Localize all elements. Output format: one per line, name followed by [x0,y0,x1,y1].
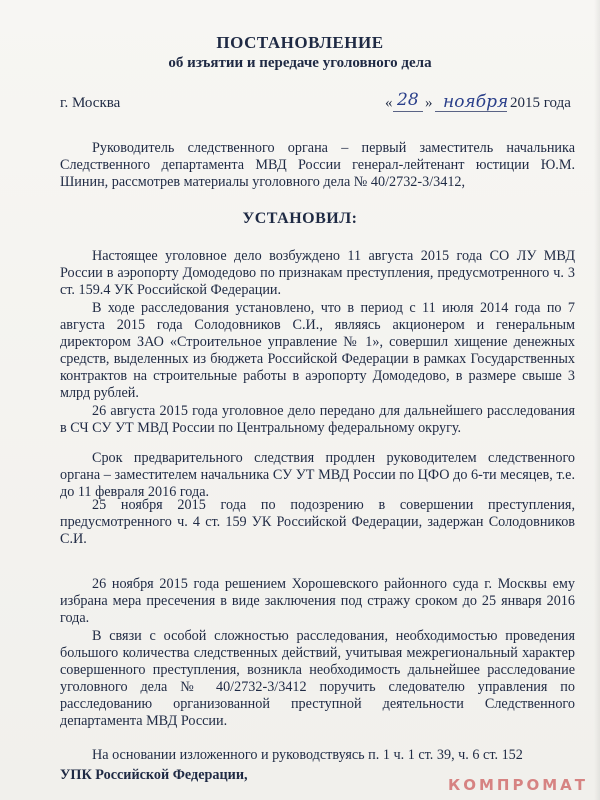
date-open-quote: « [385,95,393,111]
document-city: г. Москва [60,95,121,111]
date-close-quote: » [425,95,433,111]
closing-basis-line: На основании изложенного и руководствуясь п. 1 ч. 1 ст. 39, ч. 6 ст. 152 [92,747,523,763]
paragraph-complexity-reason: В связи с особой сложностью расследования, необходимостью проведения большого количества следственных действий, учитывая межрегиональный характер совершенного преступления, возникла необходимость дальнейшее расследование уголовного дела № 40/2732-3/3412 поручить следователю управления по расследованию организованной преступной деятельности Следственного департамента МВД России. [60,628,575,729]
watermark: КОМПРОМАТ [447,776,588,794]
paragraph-case-transferred: 26 августа 2015 года уголовное дело передано для дальнейшего расследования в СЧ СУ УТ МВД России по Центральному федеральному округу. [60,403,575,436]
document-title: ПОСТАНОВЛЕНИЕ [216,33,384,52]
paragraph-case-opened: Настоящее уголовное дело возбуждено 11 августа 2015 года СО ЛУ МВД России в аэропорту Домодедово по признакам преступления, предусмотренного ч. 3 ст. 159.4 УК Российской Федерации. [60,248,575,298]
date-year: 2015 года [510,95,571,111]
date-month-handwritten: ноября [443,92,509,112]
paragraph-court-decision: 26 ноября 2015 года решением Хорошевского районного суда г. Москвы ему избрана мера пресечения в виде заключения под стражу сроком до 25 января 2016 года. [60,576,575,626]
date-day-handwritten: 28 [397,90,419,110]
document-subtitle: об изъятии и передаче уголовного дела [168,55,432,71]
section-heading: УСТАНОВИЛ: [242,210,358,227]
paragraph-term-extended: Срок предварительного следствия продлен руководителем следственного органа – заместителем начальника СУ УТ МВД России по ЦФО до 6-ти месяцев, т.е. до 11 февраля 2016 года. [60,450,575,500]
intro-paragraph: Руководитель следственного органа – первый заместитель начальника Следственного департамента МВД России генерал-лейтенант юстиции Ю.М. Шинин, рассмотрев материалы уголовного дела № 40/2732-3/3412, [60,140,575,190]
date-day-underline [393,111,423,112]
paragraph-investigation-findings: В ходе расследования установлено, что в период с 11 июля 2014 года по 7 августа 2015 года Солодовников С.И., являясь акционером и генеральным директором ЗАО «Строительное управление № 1», совершил хищение денежных средств, выделенных из бюджета Российской Федерации в рамках Государственных контрактов на строительные работы в аэропорту Домодедово, в размере свыше 3 млрд рублей. [60,300,575,401]
document-date [385,90,585,118]
paragraph-suspect-detained: 25 ноября 2015 года по подозрению в совершении преступления, предусмотренного ч. 4 ст. 159 УК Российской Федерации, задержан Солодовников С.И. [60,497,575,547]
closing-code-line: УПК Российской Федерации, [60,767,248,783]
scan-shadow-edge [594,0,600,800]
